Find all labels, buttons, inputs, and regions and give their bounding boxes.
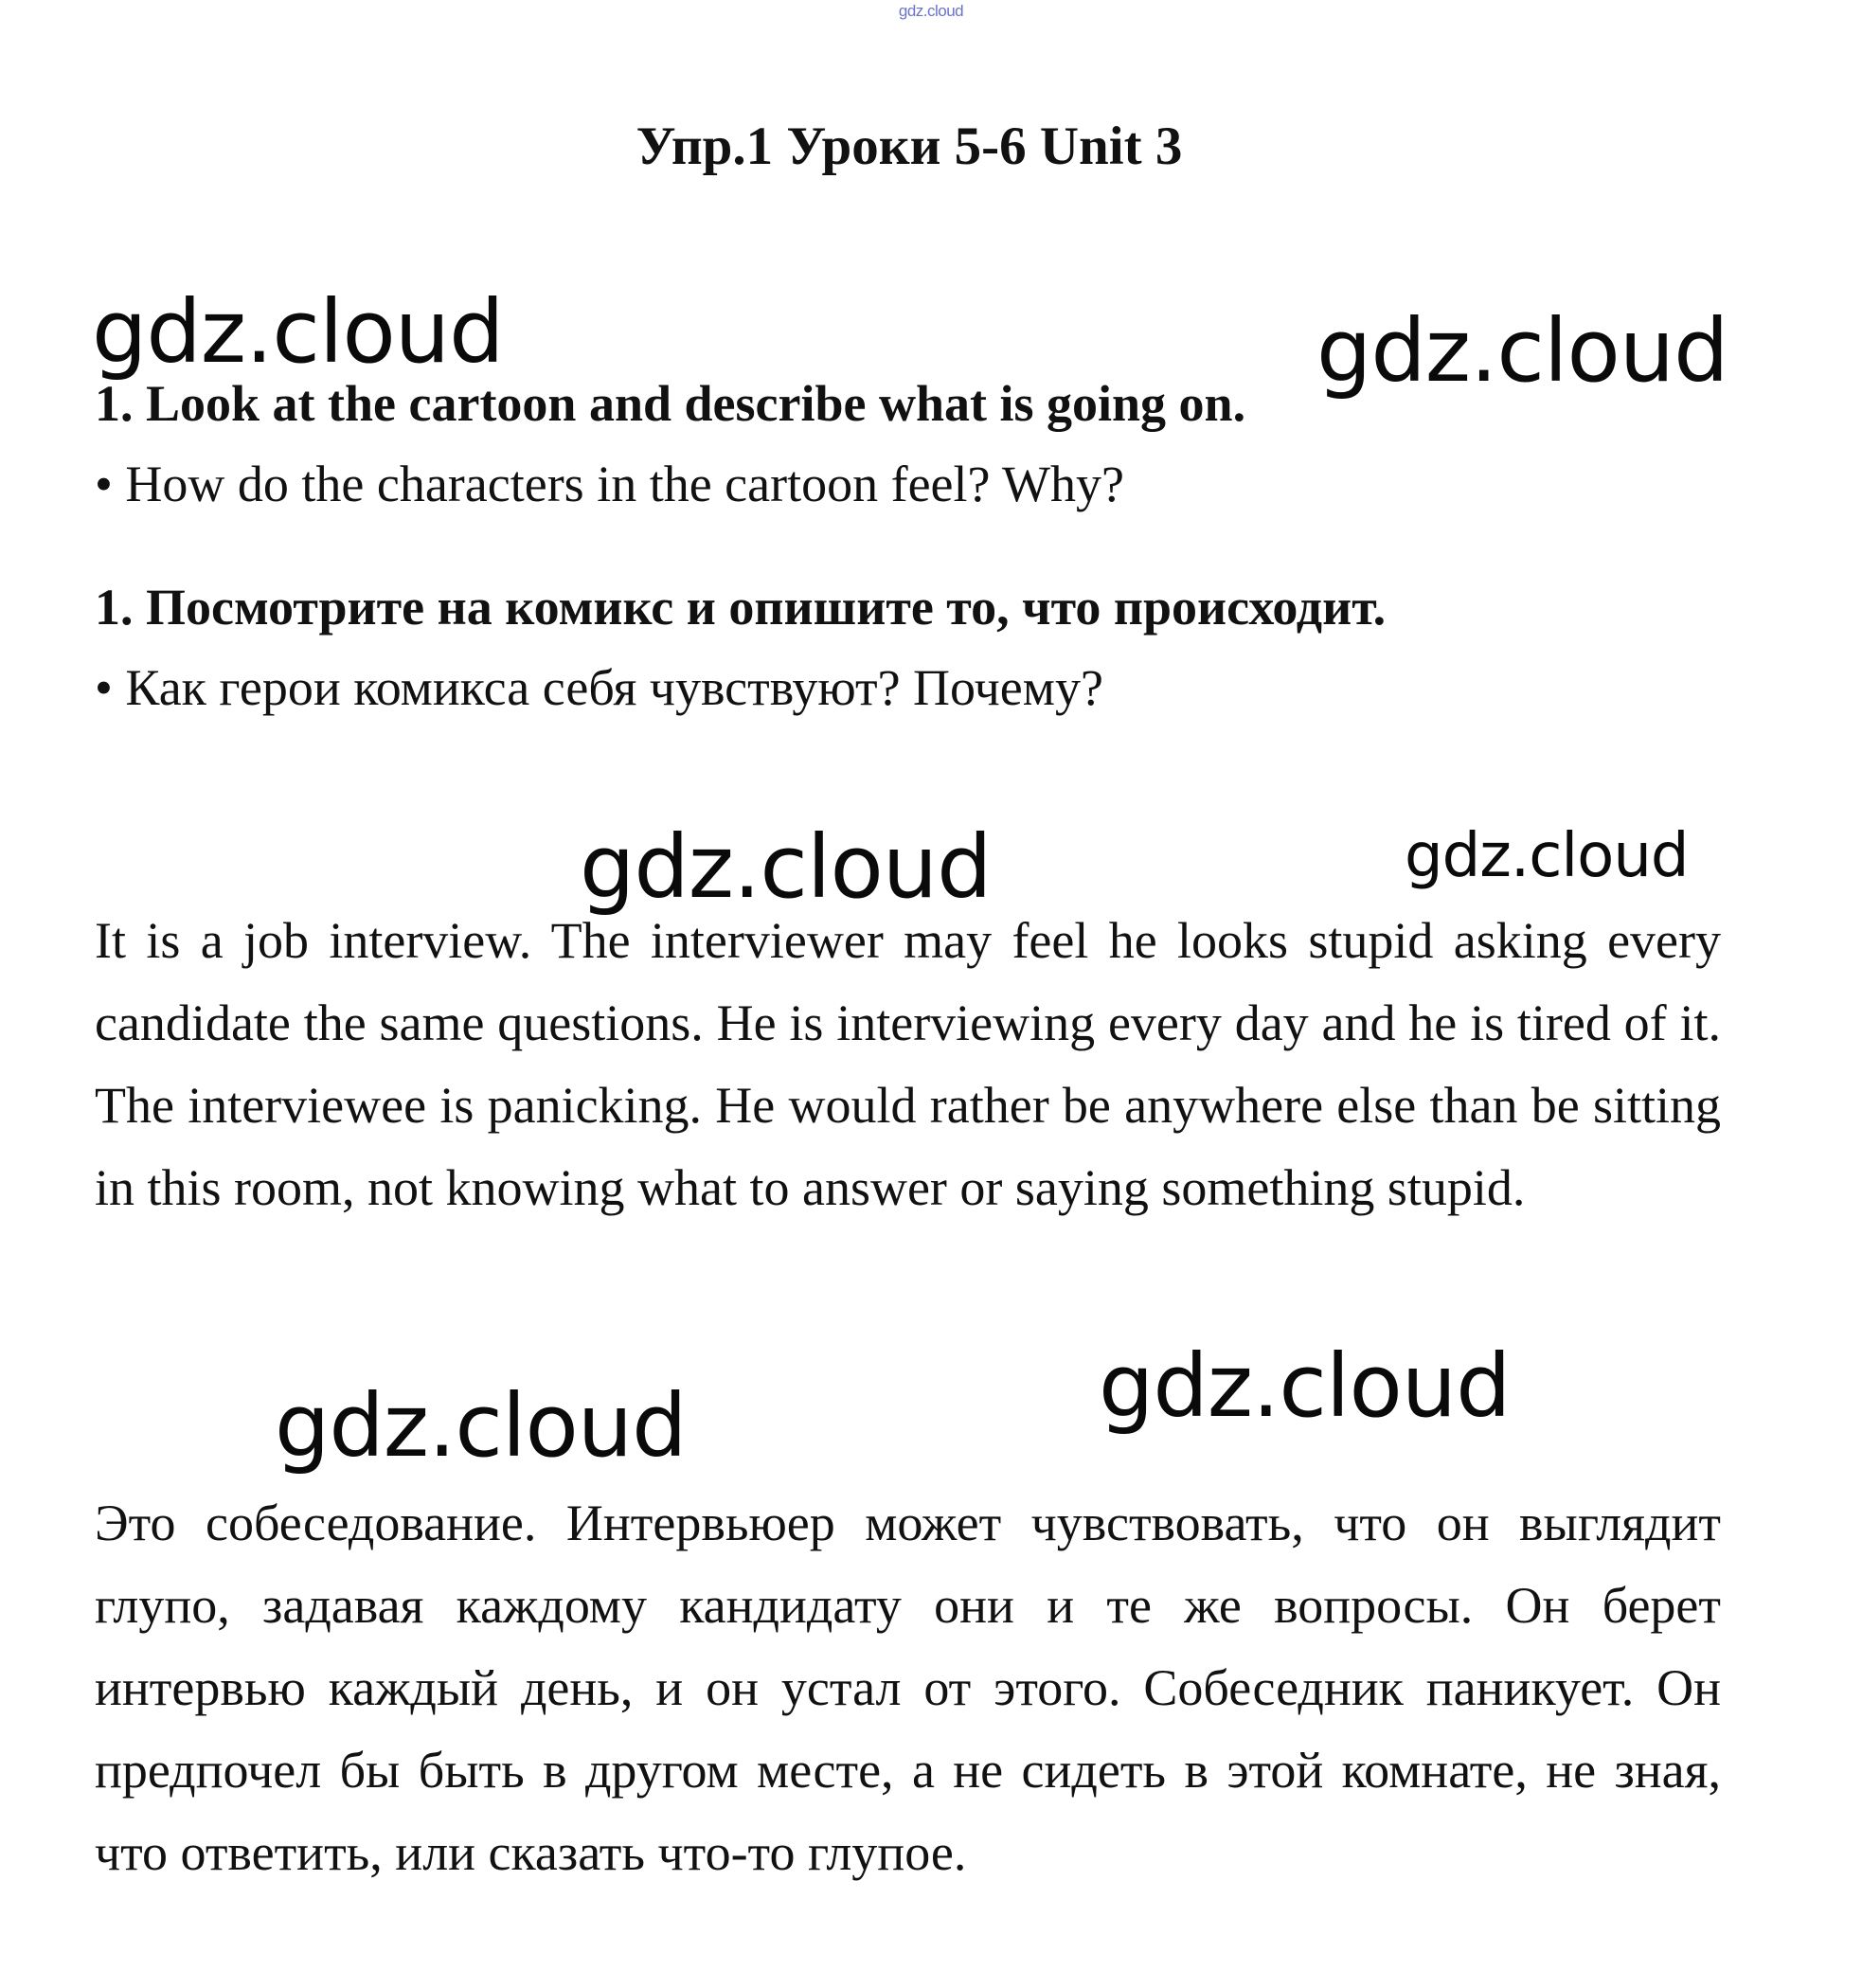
watermark-1: gdz.cloud	[92, 281, 504, 383]
page-title: Упр.1 Уроки 5-6 Unit 3	[636, 116, 1183, 176]
watermark-6: gdz.cloud	[275, 1375, 687, 1477]
answer-ru: Это собеседование. Интервьюер может чувствовать, что он выглядит глупо, задавая каждому кандидату они и те же вопросы. Он берет интервью каждый день, и он устал от этого. Собеседник паникует. Он предпочел бы быть в другом месте, а не сидеть в этой комнате, не зная, что ответить, или сказать что-то глупое.	[95, 1495, 1721, 1881]
watermark-5: gdz.cloud	[1099, 1335, 1511, 1437]
task-question-ru: • Как герои комикса себя чувствуют? Почему?	[95, 659, 1103, 716]
task-heading-ru: 1. Посмотрите на комикс и опишите то, что происходит.	[95, 579, 1387, 636]
watermark-3: gdz.cloud	[580, 816, 992, 918]
answer-en: It is a job interview. The interviewer may feel he looks stupid asking every candidate the same questions. He is interviewing every day and he is tired of it. The interviewee is panicking. He would rather be anywhere else than be sitting in this room, not knowing what to answer or saying something stupid.	[95, 912, 1721, 1216]
watermark-2: gdz.cloud	[1316, 300, 1728, 402]
watermark-4: gdz.cloud	[1405, 821, 1689, 891]
task-heading-en: 1. Look at the cartoon and describe what is going on.	[95, 375, 1246, 432]
site-mark: gdz.cloud	[898, 2, 964, 20]
task-question-en: • How do the characters in the cartoon feel? Why?	[95, 456, 1124, 512]
